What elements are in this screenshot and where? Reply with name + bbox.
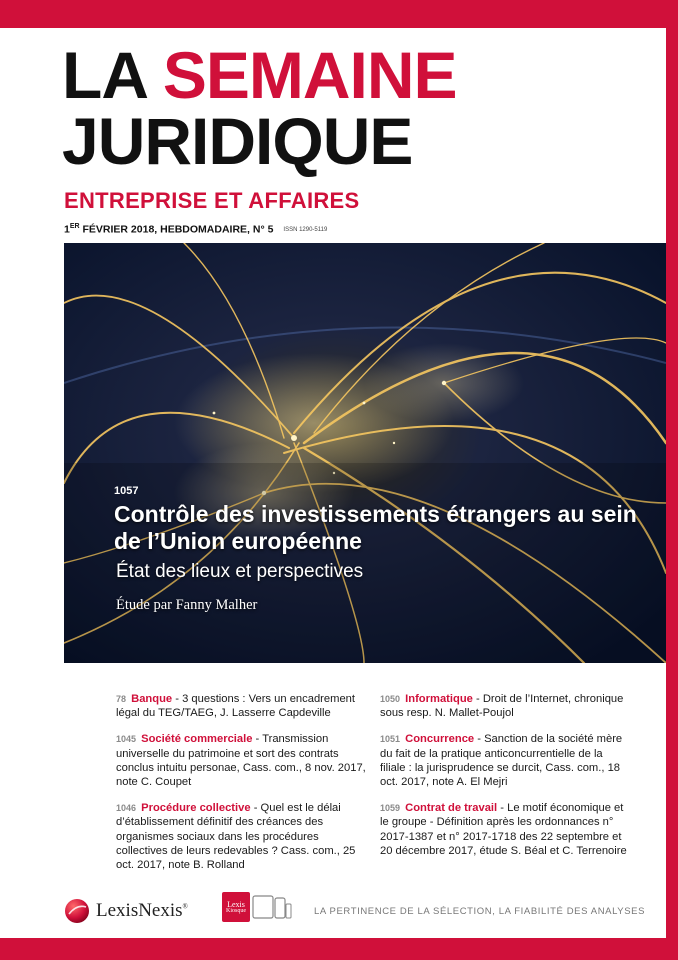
- right-red-band: [666, 0, 678, 960]
- entry-topic: Concurrence: [405, 733, 475, 746]
- issue-line: [64, 223, 327, 236]
- issue-day-suffix: ER: [69, 223, 80, 230]
- lexisnexis-sphere-icon: [64, 898, 90, 924]
- brand-text: LexisNexis: [96, 900, 183, 921]
- entry-topic: Informatique: [405, 693, 473, 705]
- entry-text: - Sanction de la société mère du fait de la pratique anticoncurrentielle de la filiale : la jurisprudence se durcit, Cass. com., 18 oct. 2017, note A. El Mejri: [380, 733, 623, 789]
- summary-entry: [380, 692, 630, 720]
- kiosque-line1: Lexis: [227, 900, 245, 909]
- kiosque-line2: Kiosque: [226, 908, 246, 914]
- entry-topic: Procédure collective: [141, 802, 251, 815]
- entry-number: 1050: [380, 694, 401, 704]
- entry-text: - Transmission universelle du patrimoine et sort des contrats conclus intuitu personae, Cass. com., 8 nov. 2017, note C. Coupet: [116, 733, 366, 789]
- hero-image: [64, 243, 666, 663]
- entry-topic: Contrat de travail: [405, 802, 498, 815]
- entry-topic: Banque: [131, 693, 173, 705]
- summary-entry: [116, 732, 366, 789]
- bottom-red-band: [0, 938, 678, 960]
- entry-text: - Quel est le délai d’établissement définitif des créances des organismes sociaux dans les procédures collectives de leurs redevables ? Cass. com., 25 oct. 2017, note B. Rolland: [116, 802, 356, 872]
- entry-topic: Société commerciale: [141, 733, 253, 746]
- masthead-title-line1: [62, 38, 457, 112]
- summary-entry: [116, 801, 366, 872]
- issn: ISSN 1290-5119: [283, 226, 328, 233]
- summary-entry: [380, 732, 630, 789]
- summary-entry: [380, 801, 630, 858]
- masthead-subtitle: ENTREPRISE ET AFFAIRES: [64, 188, 360, 213]
- top-red-band: [0, 0, 678, 28]
- masthead-word-semaine: SEMAINE: [162, 38, 457, 112]
- entry-number: 1045: [116, 734, 137, 745]
- feature-author: Étude par Fanny Malher: [116, 597, 258, 613]
- issue-info: FÉVRIER 2018, HEBDOMADAIRE, N° 5: [79, 223, 274, 236]
- masthead-word-la: LA: [62, 38, 146, 112]
- footer-tagline: LA PERTINENCE DE LA SÉLECTION, LA FIABILITÉ DES ANALYSES: [314, 906, 646, 917]
- feature-number: 1057: [114, 485, 139, 497]
- summary-column-left: [116, 692, 366, 884]
- masthead-title-line2: JURIDIQUE: [62, 104, 413, 178]
- entry-text: - 3 questions : Vers un encadrement légal du TEG/TAEG, J. Lasserre Capdeville: [116, 693, 355, 720]
- entry-number: 1059: [380, 803, 401, 814]
- summary-column-right: [380, 692, 630, 870]
- brand-mark: ®: [182, 902, 188, 911]
- entry-number: 1046: [116, 803, 137, 814]
- feature-subtitle: État des lieux et perspectives: [116, 561, 364, 582]
- entry-text: - Le motif économique et le groupe - Définition après les ordonnances n° 2017-1387 et n° 2017-1718 des 22 septembre et 20 décembre 2017, étude S. Béal et C. Terrenoire: [380, 802, 627, 857]
- devices-icon: [252, 894, 292, 922]
- summary-entry: [116, 692, 366, 720]
- entry-number: 78: [116, 694, 127, 704]
- publisher-logo: [64, 898, 188, 924]
- issue-day: 1: [64, 223, 70, 236]
- entry-number: 1051: [380, 734, 401, 745]
- brand-name: [96, 900, 188, 922]
- lexis-kiosque-badge: [222, 892, 250, 922]
- entry-text: - Droit de l’Internet, chronique sous resp. N. Mallet-Poujol: [380, 693, 624, 720]
- feature-title: Contrôle des investissements étrangers au sein de l’Union européenne: [114, 501, 637, 554]
